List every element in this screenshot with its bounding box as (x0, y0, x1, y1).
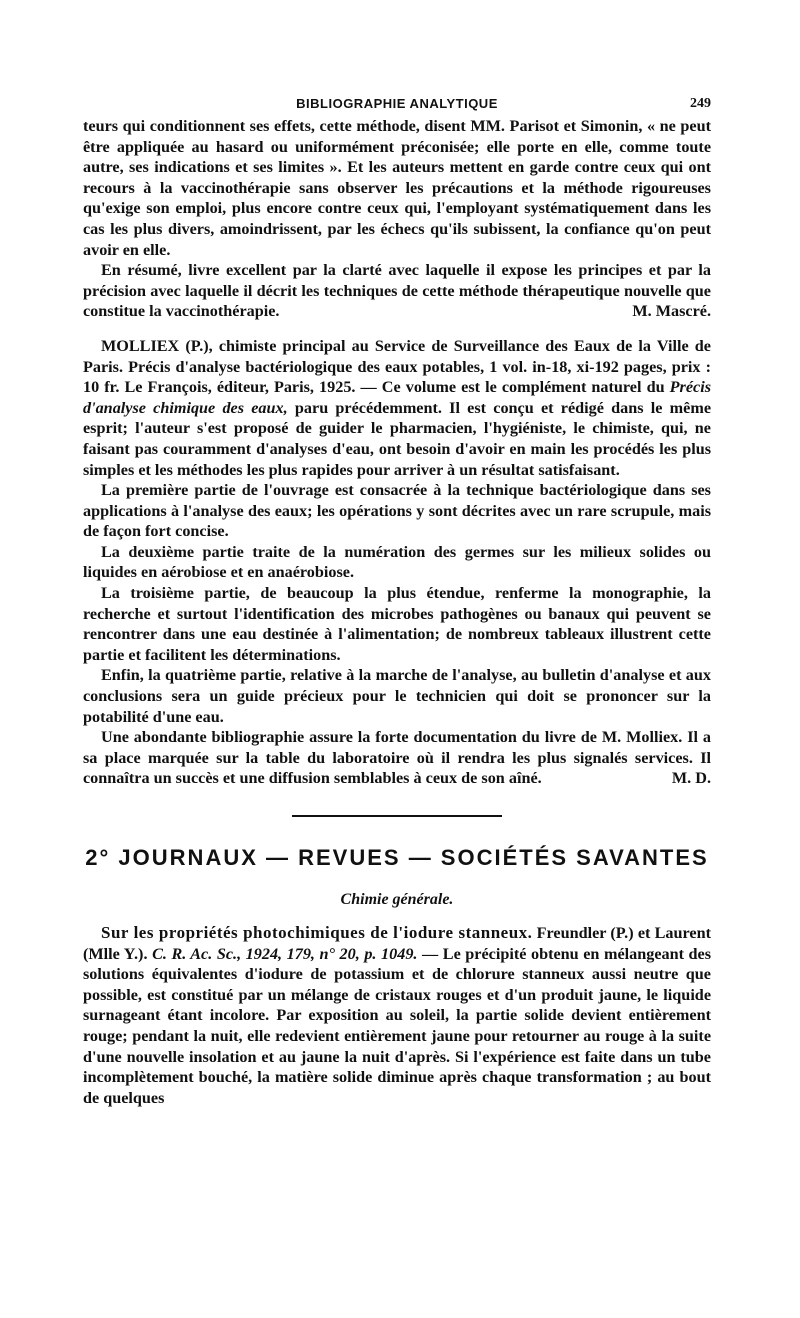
review1-paragraph-2 (83, 260, 711, 322)
review2-author: MOLLIEX (P.), chimiste principal au Service de Surveillance des Eaux de la Ville de Paris. (83, 336, 711, 376)
review2-paragraph-1 (83, 336, 711, 480)
article-citation: C. R. Ac. Sc., 1924, 179, n° 20, p. 1049. (152, 944, 418, 963)
review2-paragraph-5: Enfin, la quatrième partie, relative à la marche de l'analyse, au bulletin d'analyse et aux conclusions sera un guide précieux pour le technicien qui doit se prononcer sur la potabilité d'une eau. (83, 666, 711, 726)
article-iodure-stanneux (83, 923, 711, 1108)
page (83, 92, 711, 1108)
review-vaccinotherapie (83, 116, 711, 322)
review1-paragraph-1: teurs qui conditionnent ses effets, cette méthode, disent MM. Parisot et Simonin, « ne peut être appliquée au hasard ou uniformément préconisée; elle porte en elle, comme toute autre, ses indications et ses limites ». Et les auteurs mettent en garde contre ceux qui ont recours à la vaccinothérapie sans observer les précautions et la méthode rigoureuses qu'exige son emploi, plus encore contre ceux qui, l'employant systématiquement dans les cas les plus divers, amoindrissent, par les échecs qu'ils subissent, la confiance qu'on peut avoir en elle. (83, 117, 711, 259)
review2-signature: M. D. (671, 769, 711, 788)
page-number: 249 (690, 96, 711, 111)
article-authors: Freundler (P.) et Laurent (Mlle Y.). (83, 924, 711, 963)
review2-paragraph-6-text: Une abondante bibliographie assure la forte documentation du livre de M. Molliex. Il a sa place marquée sur la table du laboratoire où il rendra les plus signalés services. Il connaîtra un succès et une diffusion semblables à ceux de son aîné. (83, 728, 711, 788)
section-heading: 2° JOURNAUX — REVUES — SOCIÉTÉS SAVANTES (85, 845, 709, 870)
review2-paragraph-6 (83, 727, 711, 789)
review2-paragraph-1-rest: paru précédemment. Il est conçu et rédigé dans le même esprit; l'auteur s'est proposé de guider le pharmacien, l'hygiéniste, le chimiste, qui, ne faisant pas couramment d'analyses d'eau, ont besoin d'avoir en main les procédés les plus simples et les méthodes les plus rapides pour arriver à un résultat satisfaisant. (83, 398, 711, 479)
running-title: BIBLIOGRAPHIE ANALYTIQUE (296, 96, 498, 111)
page-header (83, 92, 711, 116)
review2-ref-title: Précis d'analyse chimique des eaux, (83, 378, 712, 417)
review2-pub-info: 1 vol. in-18, xi-192 pages, prix : 10 fr. Le François, éditeur, Paris, 1925. — Ce volume est le complément naturel du (83, 357, 712, 397)
review1-paragraph-2-text: En résumé, livre excellent par la clarté avec laquelle il expose les principes et par la précision avec laquelle il décrit les techniques de cette méthode thérapeutique nouvelle que constitue la vaccinothérapie. (83, 261, 711, 321)
article-paragraph (83, 923, 711, 1108)
review-molliex (83, 336, 711, 789)
review2-paragraph-3: La deuxième partie traite de la numération des germes sur les milieux solides ou liquides en aérobiose et en anaérobiose. (83, 542, 711, 582)
review2-paragraph-4: La troisième partie, de beaucoup la plus étendue, renferme la monographie, la recherche et surtout l'identification des microbes pathogènes ou banaux qui peuvent se rencontrer dans une eau destinée à l'alimentation; de nombreux tableaux illustrent cette partie et facilitent les déterminations. (83, 584, 711, 664)
review2-paragraph-2: La première partie de l'ouvrage est consacrée à la technique bactériologique dans ses applications à l'analyse des eaux; les opérations y sont décrites avec un rare scrupule, mais de façon fort concise. (83, 481, 711, 541)
section-subheading: Chimie générale. (340, 891, 454, 908)
review2-book-title: Précis d'analyse bactériologique des eaux potables, (128, 357, 485, 376)
section-divider (292, 815, 502, 817)
review1-signature: M. Mascré. (632, 302, 711, 321)
article-body: — Le précipité obtenu en mélangeant des solutions équivalentes d'iodure de potassium et de chlorure stanneux aussi neutre que possible, est constitué par un mélange de cristaux rouges et d'un produit jaune, le liquide surnageant étant incolore. Par exposition au soleil, la partie solide devient entièrement rouge; pendant la nuit, elle redevient entièrement jaune pour retourner au rouge à la suite d'une nouvelle insolation et au jaune la nuit d'après. Si l'expérience est faite dans un tube incomplètement bouché, la matière solide diminue après chaque transformation ; au bout de quelques (83, 944, 712, 1107)
article-title: Sur les propriétés photochimiques de l'iodure stanneux. (101, 923, 533, 942)
